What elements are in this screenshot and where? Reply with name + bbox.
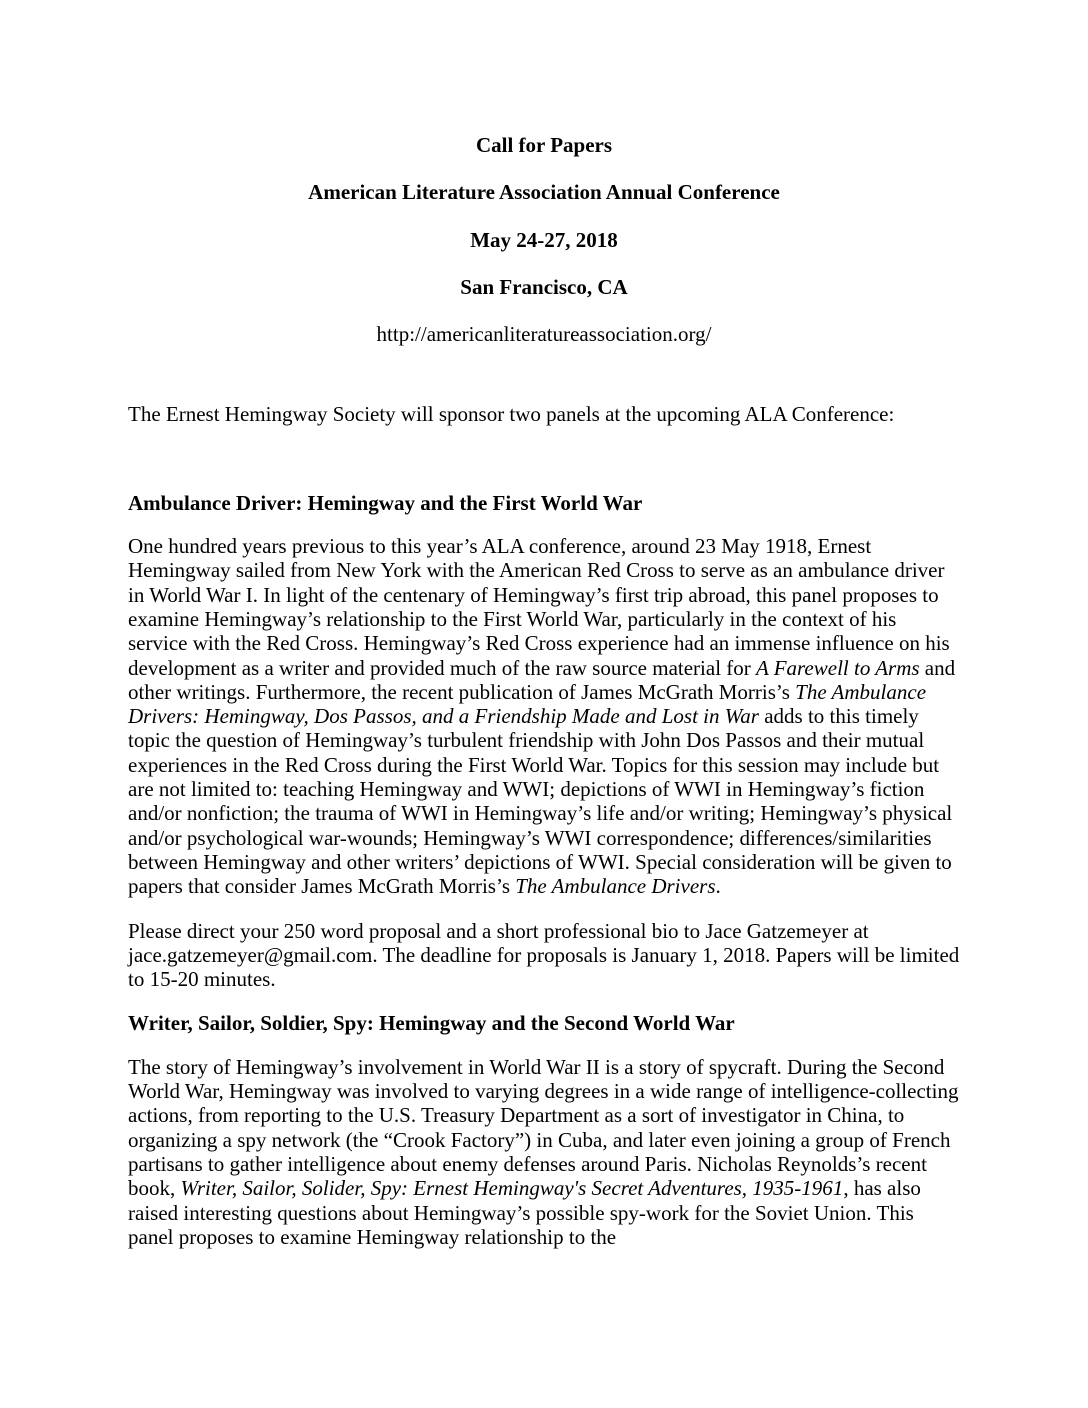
para-ww2-description: The story of Hemingway’s involvement in World War II is a story of spycraft. During the Second World War, Hemingway was involved to varying degrees in a wide range of intelligence-collecting actions, from reporting to the U.S. Treasury Department as a sort of investigator in China, to organizing a spy network (the “Crook Factory”) in Cuba, and later even joining a group of French partisans to gather intelligence about enemy defenses around Paris. Nicholas Reynolds’s recent book, Writer, Sailor, Solider, Spy: Ernest Hemingway's Secret Adventures, 1935-1961, has also raised interesting questions about Hemingway’s possible spy-work for the Soviet Union. This panel proposes to examine Hemingway relationship to the <box>128 1054 959 1249</box>
intro-text: The Ernest Hemingway Society will sponsor two panels at the upcoming ALA Conference: <box>128 402 895 427</box>
conference-url: http://americanliteratureassociation.org/ <box>376 322 712 347</box>
doc-title: Call for Papers <box>475 133 613 157</box>
conference-location: San Francisco, CA <box>460 274 628 299</box>
section-heading-second-world-war: Writer, Sailor, Soldier, Spy: Hemingway and the Second World War <box>128 1011 735 1036</box>
conference-dates: May 24-27, 2018 <box>470 227 618 252</box>
para-ww1-submission-info: Please direct your 250 word proposal and a short professional bio to Jace Gatzemeyer at jace.gatzemeyer@gmail.com. The deadline for proposals is January 1, 2018. Papers will be limited to 15-20 minutes. <box>128 918 960 992</box>
conference-name: American Literature Association Annual Conference <box>308 180 780 205</box>
para-ww1-description: One hundred years previous to this year’s ALA conference, around 23 May 1918, Ernest Hemingway sailed from New York with the American Red Cross to serve as an ambulance driver in World War I. In light of the centenary of Hemingway’s first trip abroad, this panel proposes to examine Hemingway’s relationship to the First World War, particularly in the context of his service with the Red Cross. Hemingway’s Red Cross experience had an immense influence on his development as a writer and provided much of the raw source material for A Farewell to Arms and other writings. Furthermore, the recent publication of James McGrath Morris’s The Ambulance Drivers: Hemingway, Dos Passos, and a Friendship Made and Lost in War adds to this timely topic the question of Hemingway’s turbulent friendship with John Dos Passos and their mutual experiences in the Red Cross during the First World War. Topics for this session may include but are not limited to: teaching Hemingway and WWI; depictions of WWI in Hemingway’s fiction and/or nonfiction; the trauma of WWI in Hemingway’s life and/or writing; Hemingway’s physical and/or psychological war-wounds; Hemingway’s WWI correspondence; differences/similarities between Hemingway and other writers’ depictions of WWI. Special consideration will be given to papers that consider James McGrath Morris’s The Ambulance Drivers. <box>128 534 956 899</box>
section-heading-first-world-war: Ambulance Driver: Hemingway and the First World War <box>128 490 643 515</box>
